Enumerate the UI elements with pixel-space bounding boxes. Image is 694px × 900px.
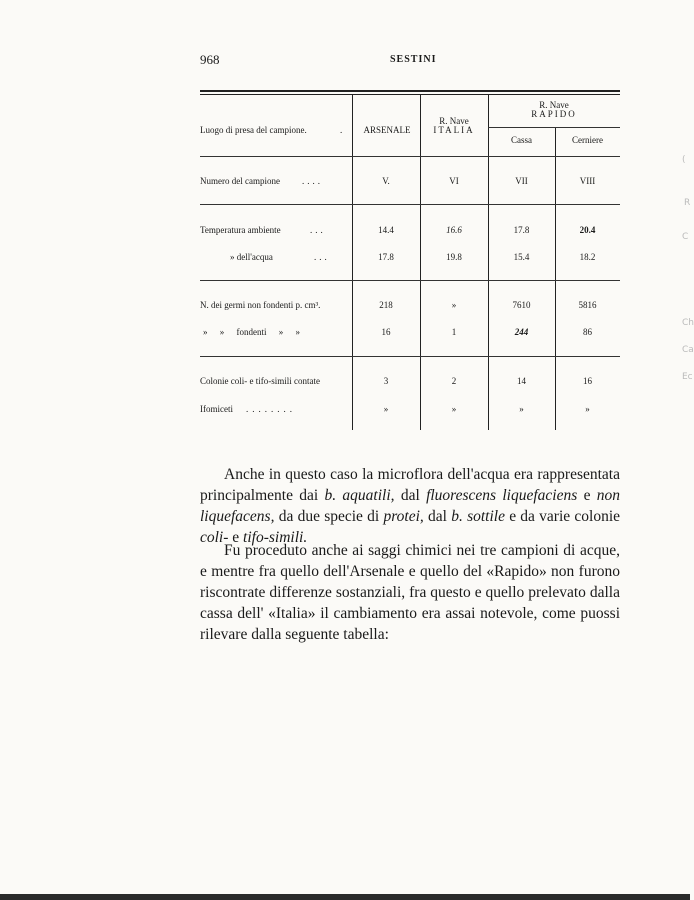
table-cell: 5816 <box>578 300 597 310</box>
text-run: e da varie colonie <box>504 508 621 525</box>
running-head: SESTINI <box>390 54 437 65</box>
text-run: e <box>228 529 244 546</box>
leader-dots: .... <box>302 176 323 186</box>
header-arsenale: ARSENALE <box>363 125 411 135</box>
margin-artifact: R <box>684 198 691 208</box>
table-cell: 218 <box>379 300 393 310</box>
table-cell: 2 <box>451 376 457 386</box>
table-cell: 17.8 <box>513 225 530 235</box>
text-run: e <box>577 487 597 504</box>
row-label: » » fondenti » » <box>203 327 300 337</box>
table-cell: 3 <box>383 376 389 386</box>
table-cell: » <box>451 404 457 414</box>
row-label: Numero del campione <box>200 176 280 186</box>
header-luogo: Luogo di presa del campione. <box>200 125 307 135</box>
row-label: Temperatura ambiente <box>200 225 281 235</box>
table-cell: » <box>451 300 457 310</box>
table-cell: » <box>383 404 389 414</box>
section-rule <box>200 204 620 205</box>
table-cell: 86 <box>583 327 592 337</box>
text-run-italic: non liquefacens, <box>200 487 621 525</box>
table-cell: » <box>519 404 524 414</box>
table-cell: VIII <box>579 176 596 186</box>
section-rule <box>200 356 620 357</box>
table-cell: 14 <box>517 376 526 386</box>
table-cell: 16 <box>583 376 592 386</box>
row-label: » dell'acqua <box>230 252 273 262</box>
table-cell: 1 <box>451 327 457 337</box>
row-label: N. dei germi non fondenti p. cm³. <box>200 300 321 310</box>
header-cassa: Cassa <box>511 135 532 145</box>
scan-edge <box>0 894 690 900</box>
text-run: da due specie di <box>274 508 384 525</box>
text-run: dal <box>423 508 452 525</box>
table-cell: 17.8 <box>378 252 394 262</box>
table-cell: VI <box>449 176 459 186</box>
margin-artifact: C <box>682 232 689 242</box>
leader-dots: ... <box>310 225 326 235</box>
text-run-italic: b. aquatili, <box>324 487 395 504</box>
table-cell: 19.8 <box>446 252 462 262</box>
table-cell: V. <box>382 176 390 186</box>
text-run: Anche in questo caso la microflora dell'acqua era rappresentata principalmente dai <box>200 466 620 504</box>
table-cell: 18.2 <box>579 252 596 262</box>
table-top-rule <box>200 90 620 92</box>
body-paragraph-1 <box>200 464 620 548</box>
section-rule <box>200 280 620 281</box>
header-rule <box>200 156 620 157</box>
leader-dots: ... <box>314 252 330 262</box>
header-italia-1: R. Nave <box>439 116 469 126</box>
table-top-rule-thin <box>200 94 620 95</box>
subheader-rule <box>488 127 620 128</box>
row-label: Colonie coli- e tifo-simili contate <box>200 376 320 386</box>
table-cell: 14.4 <box>378 225 394 235</box>
text-run-italic: fluorescens liquefaciens <box>426 487 578 504</box>
table-cell: 16 <box>381 327 391 337</box>
table-cell: 15.4 <box>513 252 530 262</box>
header-rapido-2: RAPIDO <box>531 109 577 119</box>
text-run: dal <box>394 487 427 504</box>
table-cell: VII <box>515 176 528 186</box>
margin-artifact: Ca <box>682 345 694 355</box>
header-italia-2: ITALIA <box>433 125 475 135</box>
margin-artifact: Ch <box>682 318 694 328</box>
body-paragraph-2: Fu proceduto anche ai saggi chimici nei tre campioni di acque, e mentre fra quello dell'Arsenale e quello del «Rapido» non furono riscontrate differenze sostanziali, fra questo e quello prelevato dalla cassa dell' «Italia» il cambiamento era assai notevole, come puossi rilevare dalla seguente tabella: <box>200 542 620 643</box>
table-cell: » <box>585 404 590 414</box>
table-cell: 20.4 <box>579 225 596 235</box>
leader-dots: ........ <box>246 404 296 414</box>
table-cell: 16.6 <box>446 225 462 235</box>
table-cell: 7610 <box>512 300 531 310</box>
header-cerniere: Cerniere <box>572 135 603 145</box>
margin-artifact: Ec <box>682 372 693 382</box>
header-dots: . <box>340 125 343 135</box>
page-number: 968 <box>200 52 220 67</box>
text-run-italic: protei, <box>383 508 424 525</box>
header-rapido-1: R. Nave <box>539 100 569 110</box>
text-run-italic: coli- <box>200 529 229 546</box>
row-label: Ifomiceti <box>200 404 233 414</box>
table-cell: 244 <box>514 327 529 337</box>
text-run-italic: b. sottile <box>451 508 505 525</box>
page-header <box>200 52 620 70</box>
text-run-italic: tifo-simili. <box>243 529 308 546</box>
margin-artifact: ( <box>682 155 686 165</box>
